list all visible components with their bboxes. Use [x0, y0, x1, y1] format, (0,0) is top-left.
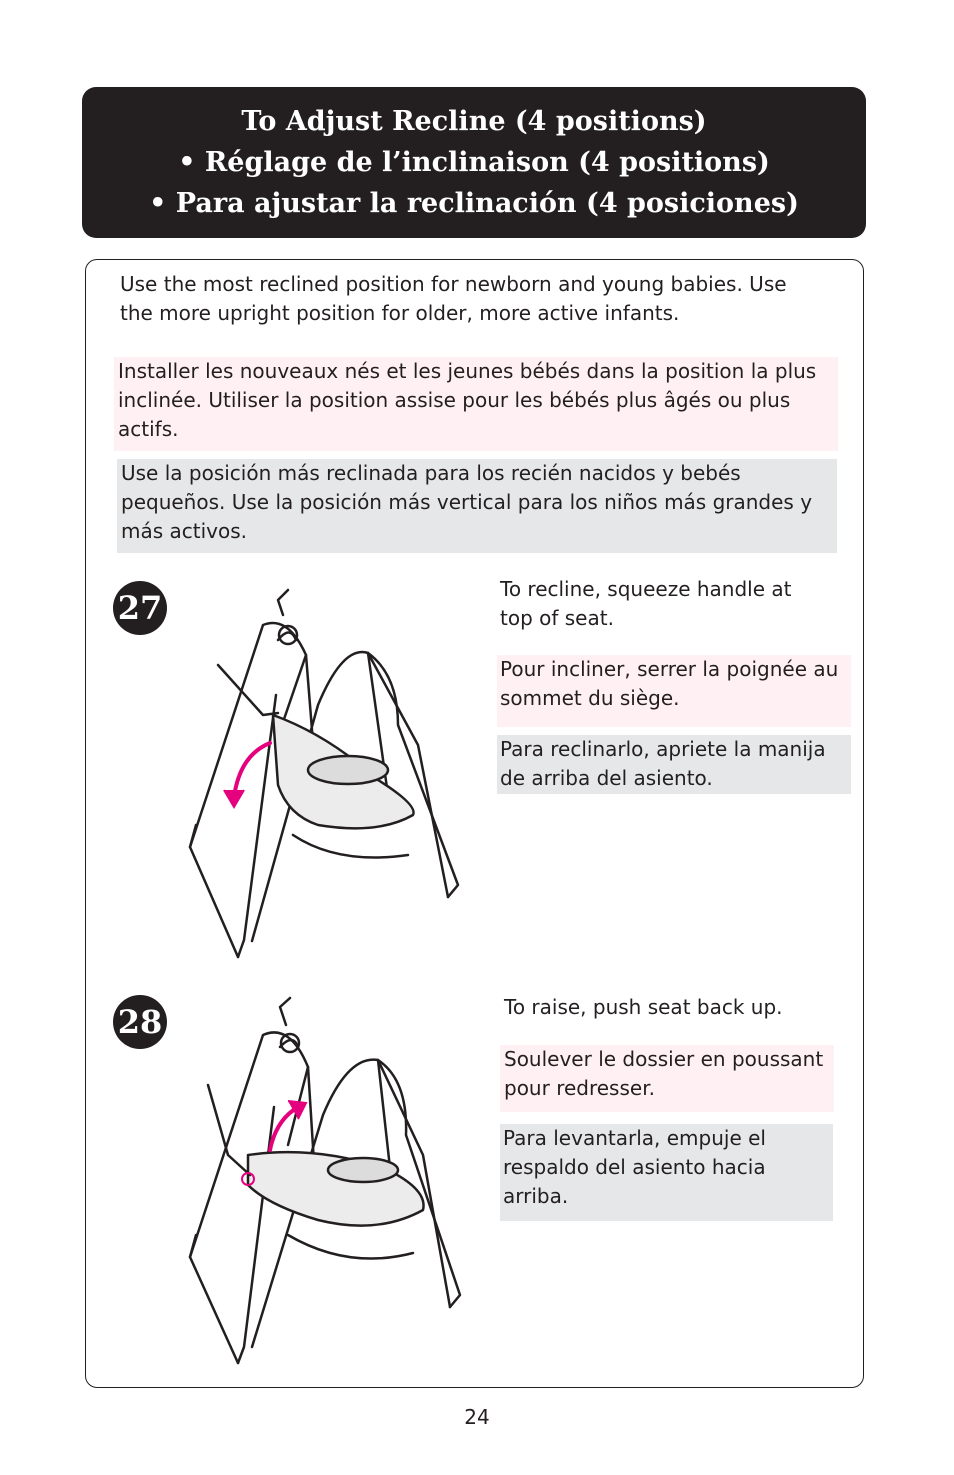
section-header	[82, 87, 866, 238]
step-27-text-en: To recline, squeeze handle at top of seat.	[500, 577, 792, 630]
swing-recline-illustration	[178, 585, 468, 965]
step-27-text-es: Para reclinarlo, apriete la manija de arriba del asiento.	[497, 735, 851, 794]
step-number-27: 27	[113, 581, 167, 635]
step-28-text-es: Para levantarla, empuje el respaldo del asiento hacia arriba.	[500, 1124, 833, 1221]
swing-raise-illustration	[178, 995, 468, 1370]
intro-text-en: Use the most reclined position for newborn and young babies. Use the more upright position for older, more active infants.	[120, 272, 787, 325]
step-28-text-fr: Soulever le dossier en poussant pour redresser.	[500, 1045, 834, 1112]
step-27-text-fr: Pour incliner, serrer la poignée au sommet du siège.	[497, 655, 851, 727]
intro-text-es: Use la posición más reclinada para los recién nacidos y bebés pequeños. Use la posición más vertical para los niños más grandes y más activos.	[117, 459, 837, 553]
header-title-fr: • Réglage de l’inclinaison (4 positions)	[178, 147, 770, 178]
header-title-en: To Adjust Recline (4 positions)	[241, 106, 707, 137]
page-number: 24	[464, 1405, 490, 1429]
intro-text-fr: Installer les nouveaux nés et les jeunes bébés dans la position la plus inclinée. Utiliser la position assise pour les bébés plus âgés ou plus actifs.	[114, 357, 838, 451]
header-title-es: • Para ajustar la reclinación (4 posiciones)	[149, 188, 799, 219]
step-number-28: 28	[113, 995, 167, 1049]
step-28-text-en: To raise, push seat back up.	[504, 995, 783, 1019]
